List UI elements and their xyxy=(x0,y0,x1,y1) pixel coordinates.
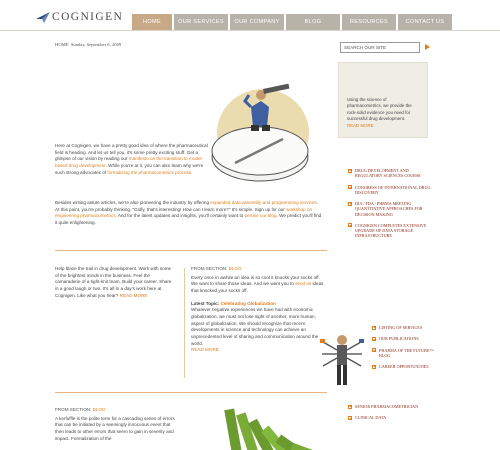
news-item-label: CONGRESS OF INTERNATIONAL DRUG DISCOVERY xyxy=(355,184,431,195)
breadcrumb xyxy=(55,42,121,49)
section-label-text: FROM SECTION: xyxy=(191,266,229,271)
job-item[interactable] xyxy=(348,404,433,409)
intro-text xyxy=(55,143,210,181)
intro-paragraph-2 xyxy=(55,200,323,227)
bullet-icon xyxy=(348,416,352,420)
news-item[interactable] xyxy=(348,223,433,239)
intro-p2-text: Besides writing astute articles, we're also pioneering the industry by offering xyxy=(55,200,211,205)
blog-section xyxy=(191,266,326,354)
news-item[interactable] xyxy=(348,168,433,179)
news-item[interactable] xyxy=(348,185,433,196)
nav-resources[interactable]: RESOURCES xyxy=(342,14,396,30)
breadcrumb-home[interactable]: HOME xyxy=(55,42,69,47)
news-item-label: COGNIGEN COMPLETES EXTENSIVE UPGRADE OF DATA STORAGE INFRASTRUCTURE xyxy=(355,222,427,239)
lower-section-label xyxy=(55,407,175,414)
intro-paragraph-1 xyxy=(55,143,210,176)
news-list xyxy=(348,168,433,245)
bullet-icon xyxy=(372,348,376,352)
jobs-list xyxy=(348,404,433,427)
kerfuffle-section xyxy=(55,407,175,442)
bullet-icon xyxy=(348,223,352,227)
section-blog-link[interactable]: BLOG xyxy=(228,266,242,271)
blog-intro xyxy=(191,275,326,295)
nav-home[interactable]: HOME xyxy=(132,14,172,30)
blog-section-label xyxy=(191,266,326,273)
blog-read-more-link[interactable]: READ MORE xyxy=(191,347,219,353)
bullet-icon xyxy=(372,326,376,330)
topic-link[interactable]: Celebrating Globalization xyxy=(220,300,276,306)
job-item-label: CLINICAL DATA xyxy=(355,415,387,421)
pharmacometrics-callout xyxy=(338,62,428,138)
nav-blog[interactable]: BLOG xyxy=(286,14,340,30)
manifesto-link[interactable]: manifesto on the transition to model-based drug development xyxy=(55,156,204,168)
intro-p2-text-2: . At this point, you're probably thinking, "Golly, that's interesting! How can I learn more?" It's simple. Sign up for our xyxy=(55,200,319,212)
bullet-icon xyxy=(348,202,352,206)
resource-item[interactable] xyxy=(372,325,442,330)
job-item[interactable] xyxy=(348,415,433,420)
section-divider-2 xyxy=(55,392,327,393)
logo[interactable] xyxy=(36,8,134,26)
resource-item[interactable] xyxy=(372,336,442,341)
multitasking-figure-illustration xyxy=(320,330,364,392)
data-assembly-link[interactable]: expanded data assembly and programming services xyxy=(210,200,317,205)
workshop-link[interactable]: workshop on engineering pharmacometrics xyxy=(55,206,313,219)
intro-p2-text-3: . And for the latest updates and insights, you'll certainly want to xyxy=(115,213,245,219)
resource-item-label: CAREER OPPORTUNITIES xyxy=(379,364,429,369)
blog-intro-end: ideas that knocked your socks off. xyxy=(191,281,324,293)
callout-text: Using the science of pharmacometrics, we provide the rock-solid evidence you need for successful drug development. xyxy=(347,97,412,122)
intro-p1-text-2: . While you're at it, you can also learn why we're such strong advocates of xyxy=(55,162,204,175)
callout-read-more-link[interactable]: READ MORE xyxy=(347,122,374,128)
main-nav xyxy=(132,14,452,30)
resources-list xyxy=(372,325,442,375)
careers-blurb xyxy=(55,266,175,299)
intro-text-2 xyxy=(55,200,323,227)
logo-arrow-icon xyxy=(36,10,50,24)
resource-item[interactable] xyxy=(372,348,442,359)
search-label: SEARCH OUR SITE xyxy=(344,45,387,50)
topic-label: Latest Topic: xyxy=(191,300,221,306)
topic-text: Whatever negative experiences we have had with economic globalization, we must not lose sight of another, more human, aspect of globalization. We should recognize that recent developments in science and technology can achieve an unprecedented level of sharing and communication around the world. xyxy=(191,307,319,346)
section-divider xyxy=(55,250,327,251)
nav-our-company[interactable]: OUR COMPANY xyxy=(230,14,284,30)
blog-link[interactable]: peruse our blog xyxy=(244,213,277,219)
job-item-label: SENIOR PHARMACOMETRICIAN xyxy=(355,404,419,409)
nav-our-services[interactable]: OUR SERVICES xyxy=(174,14,228,30)
careers-text: Help blaze the trail in drug development. Work with some of the brightest minds in the business. Feel the camaraderie of a tight-knit team. Build your career. Share in a good laugh or two. It's all in a day's work here at Cognigen. Like what you hear? xyxy=(55,266,172,298)
search-input[interactable] xyxy=(340,42,420,53)
careers-read-more-link[interactable]: READ MORE xyxy=(119,292,148,298)
lower-section-label-text: FROM SECTION: xyxy=(55,407,93,412)
breadcrumb-date: Sunday, September 6, 2009 xyxy=(70,42,122,47)
formalizing-link[interactable]: formalizing the pharmacometrics process xyxy=(107,169,192,175)
resource-item-label: OUR PUBLICATIONS xyxy=(379,336,419,342)
intro-p1-text: Here at Cognigen, we have a pretty good idea of where the pharmaceutical field is heading. And let us tell you, it's some pretty exciting stuff. Get a glimpse of our vision by reading our xyxy=(55,143,208,162)
brand-name: COGNIGEN xyxy=(52,10,124,23)
telescope-man-illustration xyxy=(205,55,323,185)
kerfuffle-text: A kerfuffle is the polite term for a cascading series of errors that can be initiated by a seemingly innocuous event that then leads to other errors that seem to gain in severity and impact. Formalization of the xyxy=(55,415,175,441)
falling-dominoes-illustration xyxy=(222,405,317,450)
intro-p2-end: . We predict you'll find it quite enlightening. xyxy=(55,213,322,225)
news-item-label: DRUG DEVELOPMENT AND REGULATORY SCIENCES COURSE xyxy=(355,168,421,179)
resource-item[interactable] xyxy=(372,364,442,369)
bullet-icon xyxy=(348,185,352,189)
search-submit-arrow-icon[interactable] xyxy=(425,44,430,50)
resource-item-label: LISTING OF SERVICES xyxy=(379,325,423,330)
blog-intro-text: Every once in awhile an idea is so cool it knocks your socks off. We want to share those ideas. And we want you to xyxy=(191,274,320,287)
header-divider xyxy=(0,30,500,31)
lower-section-blog-link[interactable]: BLOG xyxy=(92,407,106,412)
site-header xyxy=(0,0,500,30)
bullet-icon xyxy=(348,405,352,409)
latest-topic-heading xyxy=(191,301,326,308)
send-us-link[interactable]: send us xyxy=(295,281,312,287)
resource-item-label: PHARMA OF THE FUTURE™ BLOG xyxy=(379,347,434,358)
bullet-icon xyxy=(348,169,352,173)
bullet-icon xyxy=(372,365,376,369)
nav-contact-us[interactable]: CONTACT US xyxy=(398,14,452,30)
column-divider xyxy=(184,268,185,378)
intro-p1-end: . xyxy=(191,169,193,175)
bullet-icon xyxy=(372,337,376,341)
news-item-label: DIA / FDA / PHRMA MEETING QUANTITATIVE APPROACHES FOR DECISION MAKING xyxy=(355,201,423,217)
news-item[interactable] xyxy=(348,201,433,217)
